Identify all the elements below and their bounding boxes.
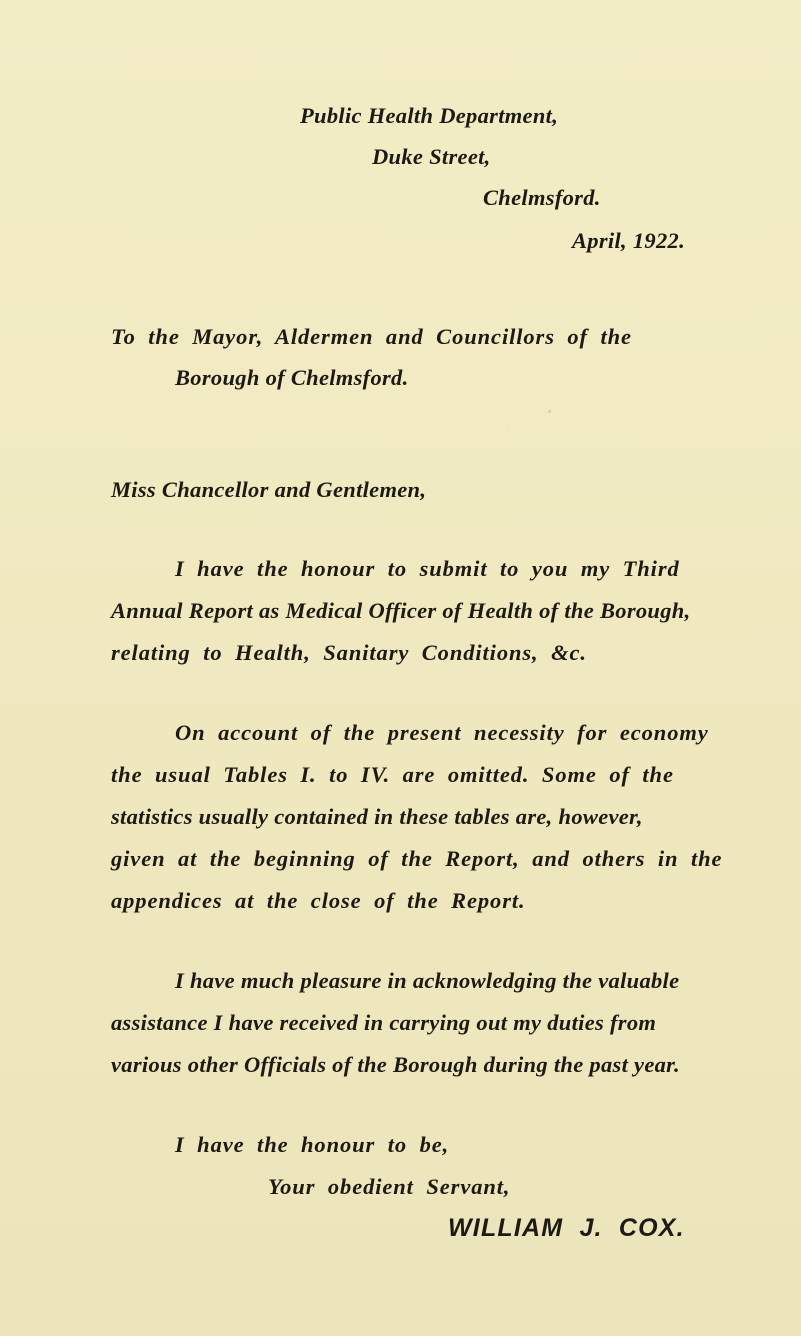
recipient-line-1: To the Mayor, Aldermen and Councillors of the (111, 324, 632, 349)
salutation: Miss Chancellor and Gentlemen, (111, 477, 427, 502)
paragraph-1-line-2: Annual Report as Medical Officer of Health of the Borough, (111, 598, 691, 623)
closing-line-1: I have the honour to be, (175, 1132, 450, 1157)
address-line-1: Public Health Department, (300, 103, 559, 128)
closing-line-2: Your obedient Servant, (268, 1174, 511, 1199)
paragraph-3-line-2: assistance I have received in carrying out my duties from (111, 1010, 657, 1035)
letter-date: April, 1922. (572, 228, 685, 253)
paragraph-2-line-4: given at the beginning of the Report, and others in the (111, 846, 723, 871)
paragraph-2-line-5: appendices at the close of the Report. (111, 888, 526, 913)
paragraph-1-line-1: I have the honour to submit to you my Third (175, 556, 680, 581)
paragraph-2-line-2: the usual Tables I. to IV. are omitted. Some of the (111, 762, 674, 787)
paragraph-3-line-3: various other Officials of the Borough during the past year. (111, 1052, 680, 1077)
paper-speck (548, 410, 551, 413)
address-line-3: Chelmsford. (483, 185, 601, 210)
paragraph-3-line-1: I have much pleasure in acknowledging the valuable (175, 968, 680, 993)
address-line-2: Duke Street, (372, 144, 491, 169)
signature: WILLIAM J. COX. (448, 1214, 685, 1242)
paragraph-2-line-1: On account of the present necessity for economy (175, 720, 709, 745)
recipient-line-2: Borough of Chelmsford. (175, 365, 409, 390)
paragraph-1-line-3: relating to Health, Sanitary Conditions, &c. (111, 640, 587, 665)
paragraph-2-line-3: statistics usually contained in these tables are, however, (111, 804, 643, 829)
